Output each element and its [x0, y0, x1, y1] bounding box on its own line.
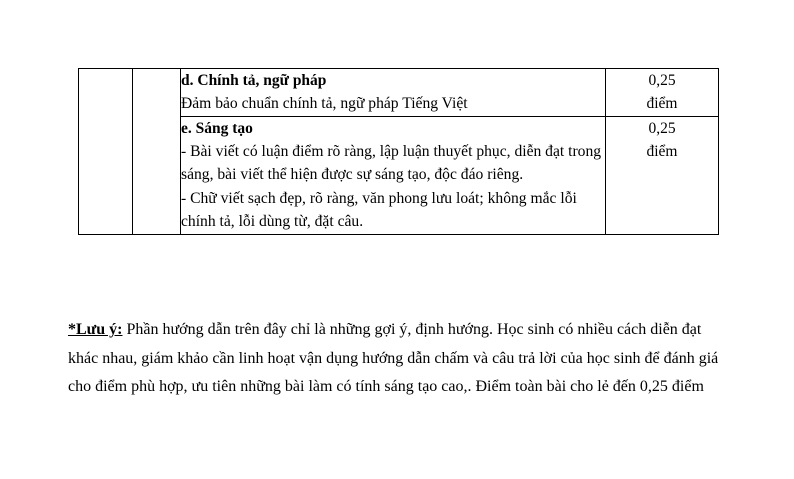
rubric-table	[78, 68, 719, 235]
note-paragraph	[68, 316, 728, 402]
note-text: Phần hướng dẫn trên đây chỉ là những gợi ý, định hướng. Học sinh có nhiều cách diễn đạt khác nhau, giám khảo cần linh hoạt vận dụng hướng dẫn chấm và câu trả lời của học sinh để đánh giá cho điểm phù hợp, ưu tiên những bài làm có tính sáng tạo cao,. Điểm toàn bài cho lẻ đến 0,25 điểm	[68, 321, 719, 395]
score-cell-d	[606, 69, 719, 117]
criterion-line-e-2: - Chữ viết sạch đẹp, rõ ràng, văn phong lưu loát; không mắc lỗi chính tả, lỗi dùng từ, đặt câu.	[181, 189, 577, 230]
score-value-e: 0,25	[648, 119, 676, 137]
criterion-content-cell-d	[181, 69, 606, 117]
criterion-content-cell-e	[181, 116, 606, 234]
table-row	[79, 69, 719, 117]
criterion-heading-d: d. Chính tả, ngữ pháp	[181, 72, 327, 89]
criteria-label-cell	[133, 69, 181, 235]
score-unit-d: điểm	[646, 95, 678, 112]
score-cell-e	[606, 116, 719, 234]
criteria-code-cell	[79, 69, 133, 235]
criterion-line-d-1: Đảm bảo chuẩn chính tả, ngữ pháp Tiếng Việt	[181, 95, 468, 112]
score-unit-e: điểm	[646, 142, 678, 160]
score-value-d: 0,25	[648, 72, 676, 89]
note-label: *Lưu ý:	[68, 321, 123, 338]
criterion-heading-e: e. Sáng tạo	[181, 119, 253, 137]
criterion-line-e-1: - Bài viết có luận điểm rõ ràng, lập luận thuyết phục, diễn đạt trong sáng, bài viết thể hiện được sự sáng tạo, độc đáo riêng.	[181, 142, 602, 183]
